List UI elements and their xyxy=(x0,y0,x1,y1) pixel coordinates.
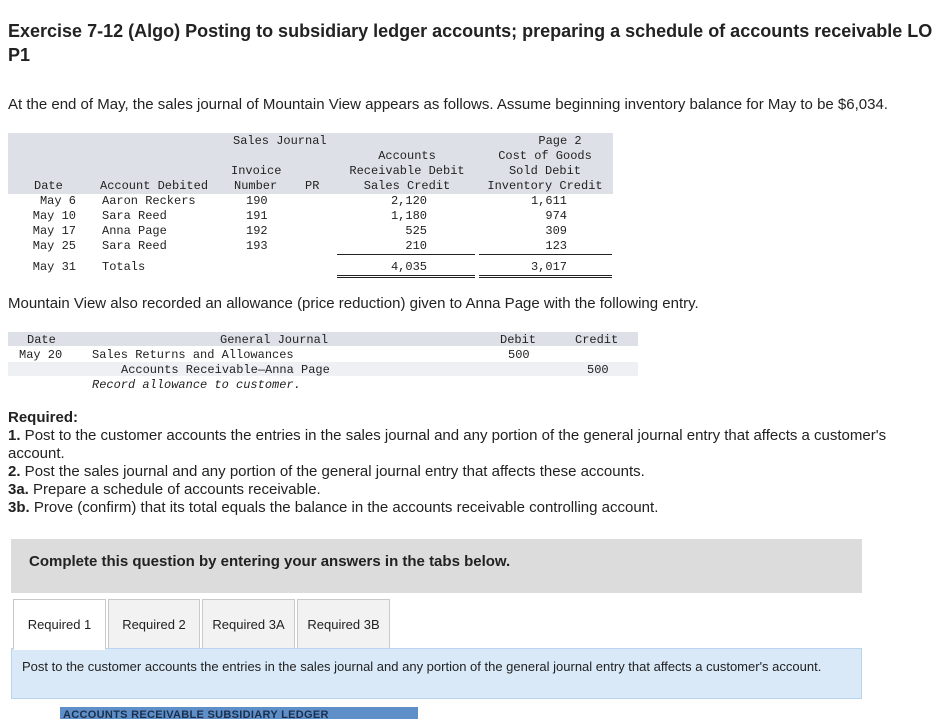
row-ar: 525 xyxy=(405,224,427,238)
sales-journal-page: Page 2 xyxy=(538,134,582,148)
required-item-text: Post to the customer accounts the entries in the sales journal and any portion of the general journal entry that affects a customer's account. xyxy=(8,427,887,462)
required-item-text: Prove (confirm) that its total equals the balance in the accounts receivable controlling account. xyxy=(29,499,659,516)
col-header-ar-3: Sales Credit xyxy=(363,179,451,193)
total-rule xyxy=(337,254,475,255)
row-ar: 1,180 xyxy=(390,209,427,223)
tab-required-3b[interactable]: Required 3B xyxy=(297,599,390,649)
total-rule xyxy=(479,254,612,255)
required-item-num: 3a. xyxy=(8,481,29,498)
col-header-cogs-3: Inventory Credit xyxy=(487,179,603,193)
row-account: Aaron Reckers xyxy=(102,194,196,208)
tab-instruction: Post to the customer accounts the entries in the sales journal and any portion of the general journal entry that affects a customer's account. xyxy=(11,648,862,699)
instructions-panel xyxy=(11,539,862,593)
ledger-heading-bar xyxy=(60,707,418,719)
row-cogs: 123 xyxy=(545,239,567,253)
col-header-date: Date xyxy=(34,179,63,193)
row-ar: 2,120 xyxy=(390,194,427,208)
row-cogs: 1,611 xyxy=(530,194,567,208)
col-header-cogs-1: Cost of Goods xyxy=(498,149,592,163)
totals-label: Totals xyxy=(102,260,146,274)
row-invoice: 190 xyxy=(246,194,268,208)
panel-text: Complete this question by entering your answers in the tabs below. xyxy=(29,553,511,570)
row-cogs: 974 xyxy=(545,209,567,223)
required-heading: Required: xyxy=(8,409,79,426)
col-header-cogs-2: Sold Debit xyxy=(508,164,581,178)
double-rule xyxy=(337,275,475,276)
sales-journal-title: Sales Journal xyxy=(233,134,327,148)
row-date: May 6 xyxy=(39,194,76,208)
tab-required-2[interactable]: Required 2 xyxy=(108,599,200,649)
gj-line2: Accounts Receivable—Anna Page xyxy=(121,363,330,377)
col-header-ar-1: Accounts xyxy=(378,149,436,163)
row-date: May 10 xyxy=(32,209,76,223)
gj-header-date: Date xyxy=(27,333,56,347)
row-invoice: 193 xyxy=(246,239,268,253)
row-date: May 17 xyxy=(32,224,76,238)
col-header-account: Account Debited xyxy=(100,179,209,193)
totals-date: May 31 xyxy=(32,260,76,274)
required-item xyxy=(8,499,933,517)
row-ar: 210 xyxy=(405,239,427,253)
gj-debit: 500 xyxy=(508,348,530,362)
allowance-text: Mountain View also recorded an allowance (price reduction) given to Anna Page with the following entry. xyxy=(8,295,699,312)
required-item xyxy=(8,481,933,499)
tab-required-1[interactable]: Required 1 xyxy=(13,599,106,650)
gj-line1: Sales Returns and Allowances xyxy=(92,348,294,362)
gj-date: May 20 xyxy=(19,348,63,362)
row-account: Sara Reed xyxy=(102,239,167,253)
row-account: Anna Page xyxy=(102,224,167,238)
ledger-heading: ACCOUNTS RECEIVABLE SUBSIDIARY LEDGER xyxy=(63,709,329,719)
col-header-invoice-1: Invoice xyxy=(231,164,282,178)
col-header-ar-2: Receivable Debit xyxy=(349,164,465,178)
required-item-num: 3b. xyxy=(8,499,30,516)
totals-cogs: 3,017 xyxy=(530,260,567,274)
gj-header-credit: Credit xyxy=(575,333,619,347)
row-invoice: 192 xyxy=(246,224,268,238)
double-rule xyxy=(479,277,612,278)
row-date: May 25 xyxy=(32,239,76,253)
intro-text: At the end of May, the sales journal of Mountain View appears as follows. Assume beginning inventory balance for May to be $6,034. xyxy=(8,96,888,113)
required-item-text: Post the sales journal and any portion of the general journal entry that affects these accounts. xyxy=(20,463,645,480)
gj-header-debit: Debit xyxy=(500,333,537,347)
required-item xyxy=(8,427,933,463)
totals-ar: 4,035 xyxy=(390,260,427,274)
gj-memo: Record allowance to customer. xyxy=(92,378,301,392)
required-item-num: 1. xyxy=(8,427,21,444)
required-item xyxy=(8,463,933,481)
col-header-pr: PR xyxy=(305,179,320,193)
row-cogs: 309 xyxy=(545,224,567,238)
gj-credit: 500 xyxy=(587,363,609,377)
col-header-invoice-2: Number xyxy=(234,179,278,193)
page-title: Exercise 7-12 (Algo) Posting to subsidiary ledger accounts; preparing a schedule of accounts receivable LO P1 xyxy=(8,21,933,65)
required-item-num: 2. xyxy=(8,463,21,480)
gj-header-title: General Journal xyxy=(220,333,329,347)
required-section xyxy=(8,409,933,517)
required-item-text: Prepare a schedule of accounts receivable. xyxy=(28,481,321,498)
tab-required-3a[interactable]: Required 3A xyxy=(202,599,295,649)
row-invoice: 191 xyxy=(246,209,268,223)
double-rule xyxy=(479,275,612,276)
double-rule xyxy=(337,277,475,278)
row-account: Sara Reed xyxy=(102,209,167,223)
